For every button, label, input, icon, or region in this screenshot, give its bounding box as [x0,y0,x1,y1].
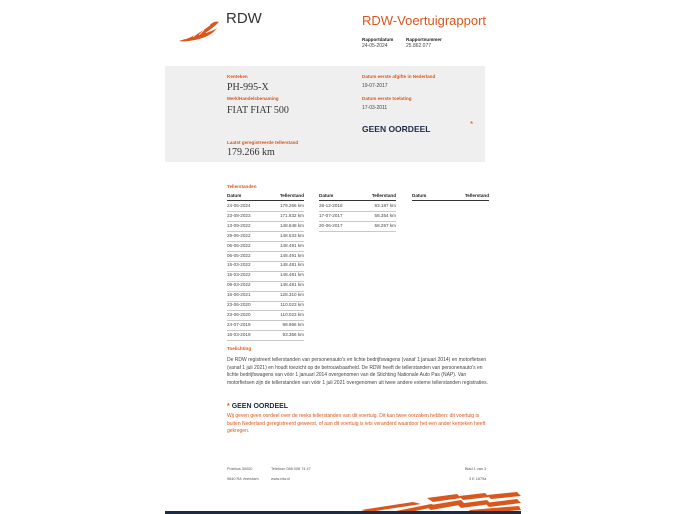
odometer-row-date: 24-07-2019 [227,321,251,327]
explanation-verdict-mark: * [227,403,230,410]
odometer-row-reading: 58.354 km [374,212,396,218]
odometer-row-date: 16-06-2021 [227,292,251,298]
footer-address-1: Postbus 30000 [227,467,253,471]
report-number-label: Rapportnummer [406,37,442,42]
odometer-row-date: 13-09-2022 [227,222,251,228]
odometer-row-reading: 93.187 km [374,203,396,208]
first-admission-label: Datum eerste toelating [362,96,412,101]
report-number: 25.862.077 [406,43,432,49]
odometer-row-reading: 110.023 km [280,302,304,307]
odometer-row-date: 06-05-2022 [227,242,251,248]
odometer-row-reading: 148.481 km [279,282,304,288]
odometer-header-rule [412,200,489,201]
report-page [165,0,521,514]
odometer-row-reading: 179.266 km [279,203,304,208]
odometer-header-date: Datum [412,193,427,198]
odometer-row-date: 09-03-2022 [227,282,251,288]
odometer-row-reading: 98.966 km [282,321,304,327]
report-date-label: Rapportdatum [362,37,394,42]
odometer-header-reading: Tellerstand [464,193,489,198]
odometer-row-rule [227,340,304,341]
odometer-row-reading: 148.648 km [279,222,304,228]
odometer-row-reading: 58.257 km [374,222,396,228]
plate-value: PH-995-X [227,82,269,93]
explanation-verdict-text: Wij geven geen oordeel over de reeks tellerstanden van dit voertuig. Dit kan twee oorzaken hebben: dit voertuig is buiten Nederland geregistreerd geweest, of aan dit voertuig is iets veranderd waardoor het een ander kenteken heeft gekregen. [227,413,486,435]
odometer-section-title: Tellerstanden [227,184,257,189]
odometer-row-date: 15-03-2022 [227,262,251,268]
first-nl-value: 19-07-2017 [362,83,388,89]
odometer-row-reading: 148.533 km [279,232,304,238]
vehicle-summary-band [165,66,485,162]
odometer-row-date: 16-03-2019 [227,331,251,337]
odometer-row-reading: 148.491 km [279,242,304,248]
odometer-header-date: Datum [319,193,334,198]
odometer-header-rule [319,200,396,201]
explanation-verdict-heading [227,403,288,410]
make-value: FIAT FIAT 500 [227,105,289,116]
odometer-row-reading: 93.356 km [282,331,304,337]
odometer-row-date: 29-06-2022 [227,232,251,238]
footer-phone: Telefoon 088 008 74 47 [271,467,311,471]
odometer-row-date: 20-06-2017 [319,222,343,228]
first-admission-value: 17-03-2011 [362,105,388,111]
make-label: Merk/Handelsbenaming [227,96,279,101]
odometer-row-reading: 148.481 km [279,272,304,278]
footer-web: www.rdw.nl [271,477,290,481]
odometer-row-reading: 110.023 km [280,311,304,317]
odometer-row-date: 28-12-2018 [319,203,343,208]
odometer-row-reading: 148.491 km [279,252,304,258]
odometer-row-reading: 171.832 km [279,212,304,218]
odometer-header-rule [227,200,304,201]
verdict-text: GEEN OORDEEL [362,124,431,134]
footer-address-2: 9640 RA Veendam [227,477,259,481]
explanation-title: Toelichting [227,346,252,351]
odometer-header-reading: Tellerstand [279,193,304,198]
odometer-row-date: 23-06-2020 [227,302,251,307]
footer-page: Blad 1 van 3 [465,467,487,471]
odometer-row-reading: 148.481 km [279,262,304,268]
footer-code: 3 E 1679a [469,477,487,481]
odometer-header-date: Datum [227,193,242,198]
explanation-verdict-label: GEEN OORDEEL [231,403,289,410]
verdict-mark: * [470,120,474,129]
report-date: 24-05-2024 [362,43,388,49]
odometer-row-rule [319,231,396,232]
rdw-logo-icon [177,18,221,44]
plate-label: Kenteken [227,74,248,79]
odometer-row-date: 06-05-2022 [227,252,251,258]
odometer-row-date: 17-07-2017 [319,212,343,218]
odometer-row-reading: 128.310 km [279,292,304,298]
report-title: RDW-Voertuigrapport [362,13,487,28]
odometer-row-date: 24-05-2024 [227,203,251,208]
explanation-text: De RDW registreert tellerstanden van personenauto's en lichte bedrijfswagens (vanaf 1 januari 2014) en motorfietsen (vanaf 1 juli 2021) en houdt toezicht op de betrouwbaarheid. De RDW heeft de tellerstanden van personenauto's en lichte bedrijfswagens van vóór 1 januari 2014 overgenomen van de Stichting Nationale Auto Pas (NAP). Van motorfietsen zijn de tellerstanden van vóór 1 juli 2021 overgenomen uit twee andere externe tellerstanden registraties. [227,357,488,386]
odometer-row-date: 23-08-2023 [227,212,251,218]
first-nl-label: Datum eerste afgifte in Nederland [362,74,436,79]
last-odo-label: Laatst geregistreerde tellerstand [227,140,299,145]
odometer-header-reading: Tellerstand [371,193,396,198]
brand-name: RDW [226,10,262,27]
odometer-row-date: 23-06-2020 [227,311,251,317]
odometer-row-date: 15-03-2022 [227,272,251,278]
last-odo-value: 179.266 km [227,147,275,158]
